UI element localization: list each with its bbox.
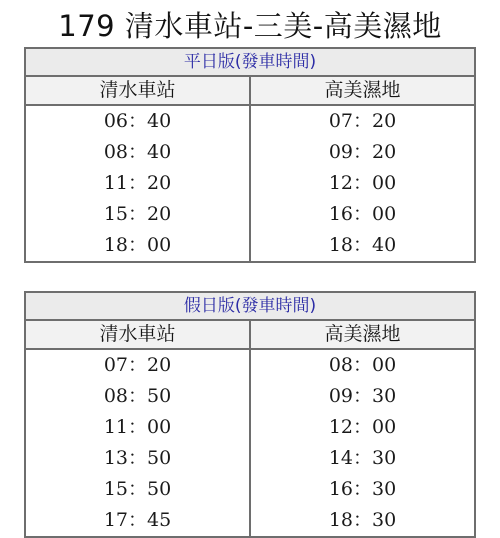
departure-time: 07：20 <box>25 349 250 381</box>
departure-time: 11：00 <box>25 412 250 443</box>
page-title: 179 清水車站-三美-高美濕地 <box>58 9 442 43</box>
table-row <box>25 505 475 537</box>
departure-time: 17：45 <box>25 505 250 537</box>
arrival-time: 08：00 <box>250 349 475 381</box>
table-row <box>25 199 475 230</box>
table-row <box>25 381 475 412</box>
weekday-header-destination: 高美濕地 <box>250 76 475 105</box>
table-row <box>25 137 475 168</box>
arrival-time: 12：00 <box>250 168 475 199</box>
table-row <box>25 412 475 443</box>
arrival-time: 18：40 <box>250 230 475 262</box>
table-row <box>25 105 475 137</box>
departure-time: 15：50 <box>25 474 250 505</box>
holiday-caption: 假日版(發車時間) <box>25 292 475 320</box>
holiday-header-departure: 清水車站 <box>25 320 250 349</box>
table-row <box>25 168 475 199</box>
weekday-header-departure: 清水車站 <box>25 76 250 105</box>
departure-time: 11：20 <box>25 168 250 199</box>
departure-time: 13：50 <box>25 443 250 474</box>
departure-time: 15：20 <box>25 199 250 230</box>
arrival-time: 09：30 <box>250 381 475 412</box>
holiday-header-destination: 高美濕地 <box>250 320 475 349</box>
arrival-time: 14：30 <box>250 443 475 474</box>
arrival-time: 12：00 <box>250 412 475 443</box>
holiday-caption-row <box>25 292 475 320</box>
arrival-time: 18：30 <box>250 505 475 537</box>
weekday-caption-row <box>25 48 475 76</box>
departure-time: 06：40 <box>25 105 250 137</box>
arrival-time: 16：30 <box>250 474 475 505</box>
holiday-header-row <box>25 320 475 349</box>
weekday-timetable <box>24 47 476 263</box>
holiday-timetable <box>24 291 476 538</box>
arrival-time: 16：00 <box>250 199 475 230</box>
table-row <box>25 230 475 262</box>
table-row <box>25 474 475 505</box>
weekday-header-row <box>25 76 475 105</box>
table-row <box>25 349 475 381</box>
weekday-caption: 平日版(發車時間) <box>25 48 475 76</box>
departure-time: 08：50 <box>25 381 250 412</box>
departure-time: 08：40 <box>25 137 250 168</box>
arrival-time: 09：20 <box>250 137 475 168</box>
arrival-time: 07：20 <box>250 105 475 137</box>
departure-time: 18：00 <box>25 230 250 262</box>
table-row <box>25 443 475 474</box>
